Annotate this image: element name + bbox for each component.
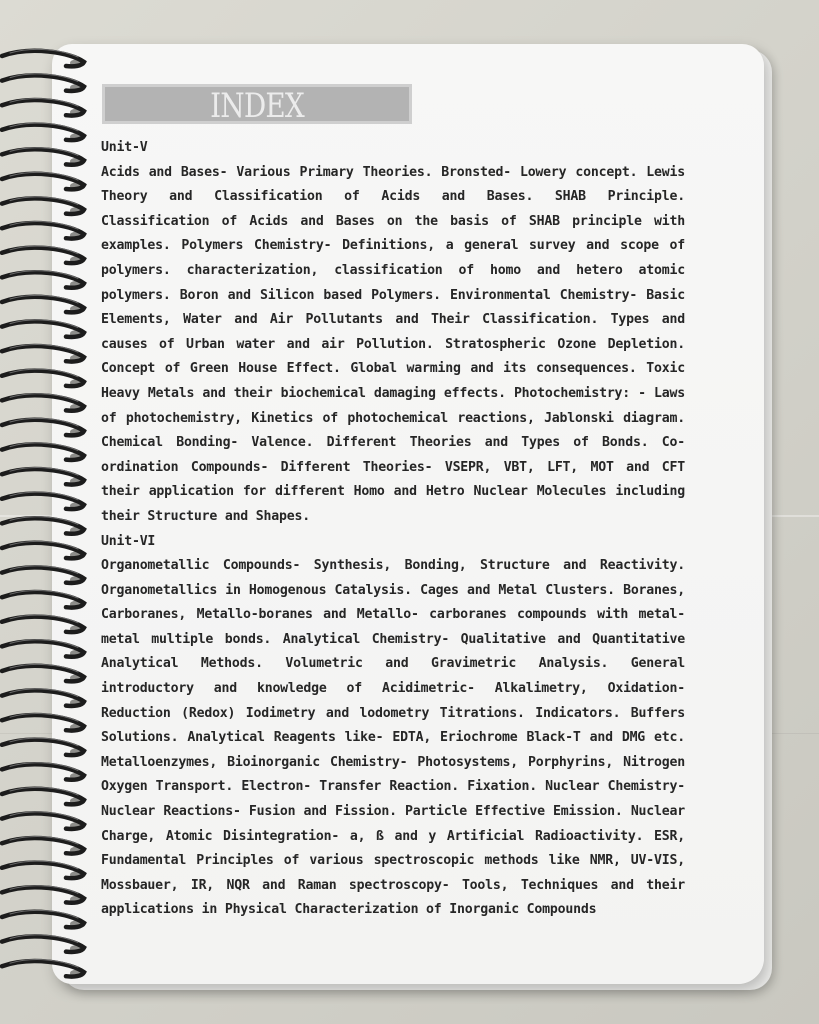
spiral-coil xyxy=(2,666,84,681)
spiral-coil xyxy=(2,149,84,164)
spiral-coil xyxy=(2,740,84,755)
spiral-coil xyxy=(2,518,84,533)
spiral-coil xyxy=(2,912,84,927)
unit-description: Organometallic Compounds- Synthesis, Bonding, Structure and Reactivity. Organometallics in Homogenous Catalysis. Cages and Metal Clusters. Boranes, Carboranes, Metallo-boranes and Metallo- carboranes compounds with metal-metal multiple bonds. Analytical Chemistry- Qualitative and Quantitative Analytical Methods. Volumetric and Gravimetric Analysis. General introductory and knowledge of Acidimetric- Alkalimetry, Oxidation- Reduction (Redox) Iodimetry and lodometry Titrations. Indicators. Buffers Solutions. Analytical Reagents like- EDTA, Eriochrome Black-T and DMG etc. Metalloenzymes, Bioinorganic Chemistry- Photosystems, Porphyrins, Nitrogen Oxygen Transport. Electron- Transfer Reaction. Fixation. Nuclear Chemistry- Nuclear Reactions- Fusion and Fission. Particle Effective Emission. Nuclear Charge, Atomic Disintegration- a, ß and y Artificial Radioactivity. ESR, Fundamental Principles of various spectroscopic methods like NMR, UV-VIS, Mossbauer, IR, NQR and Raman spectroscopy- Tools, Techniques and their applications in Physical Characterization of Inorganic Compounds xyxy=(101,558,685,918)
index-title-box xyxy=(102,84,412,124)
spiral-coil xyxy=(2,543,84,558)
spiral-coil xyxy=(2,321,84,336)
spiral-coil xyxy=(2,100,84,115)
spiral-coil xyxy=(2,420,84,435)
unit-heading: Unit-V xyxy=(101,140,148,155)
spiral-coil xyxy=(2,936,84,951)
index-title: INDEX xyxy=(210,86,304,126)
spiral-coil xyxy=(2,567,84,582)
spiral-coil xyxy=(2,887,84,902)
spiral-coil xyxy=(2,297,84,312)
spiral-coil xyxy=(2,444,84,459)
spiral-coil xyxy=(2,395,84,410)
spiral-coil xyxy=(2,346,84,361)
spiral-coil xyxy=(2,617,84,632)
spiral-coil xyxy=(2,51,84,66)
spiral-coil xyxy=(2,75,84,90)
unit-description: Acids and Bases- Various Primary Theories. Bronsted- Lowery concept. Lewis Theory and Classification of Acids and Bases. SHAB Principle. Classification of Acids and Bases on the basis of SHAB principle with examples. Polymers Chemistry- Definitions, a general survey and scope of polymers. characterization, classification of homo and hetero atomic polymers. Boron and Silicon based Polymers. Environmental Chemistry- Basic Elements, Water and Air Pollutants and Their Classification. Types and causes of Urban water and air Pollution. Stratospheric Ozone Depletion. Concept of Green House Effect. Global warming and its consequences. Toxic Heavy Metals and their biochemical damaging effects. Photochemistry: - Laws of photochemistry, Kinetics of photochemical reactions, Jablonski diagram. Chemical Bonding- Valence. Different Theories and Types of Bonds. Co-ordination Compounds- Different Theories- VSEPR, VBT, LFT, MOT and CFT their application for different Homo and Hetro Nuclear Molecules including their Structure and Shapes. xyxy=(101,164,685,524)
spiral-coil xyxy=(2,272,84,287)
spiral-coil xyxy=(2,764,84,779)
spiral-coil xyxy=(2,961,84,976)
spiral-coil xyxy=(2,789,84,804)
spiral-coil xyxy=(2,813,84,828)
unit-heading: Unit-VI xyxy=(101,533,156,549)
spiral-coil xyxy=(2,371,84,386)
spiral-coil xyxy=(2,494,84,509)
spiral-coil xyxy=(2,125,84,140)
spiral-coil xyxy=(2,592,84,607)
spiral-coil xyxy=(2,469,84,484)
spiral-coil xyxy=(2,174,84,189)
spiral-coil xyxy=(2,198,84,213)
spiral-coil xyxy=(2,223,84,238)
spiral-coil xyxy=(2,641,84,656)
spiral-coil xyxy=(2,863,84,878)
index-content xyxy=(101,136,685,923)
spiral-coil xyxy=(2,838,84,853)
spiral-coil xyxy=(2,248,84,263)
spiral-coil xyxy=(2,690,84,705)
spiral-coil xyxy=(2,715,84,730)
